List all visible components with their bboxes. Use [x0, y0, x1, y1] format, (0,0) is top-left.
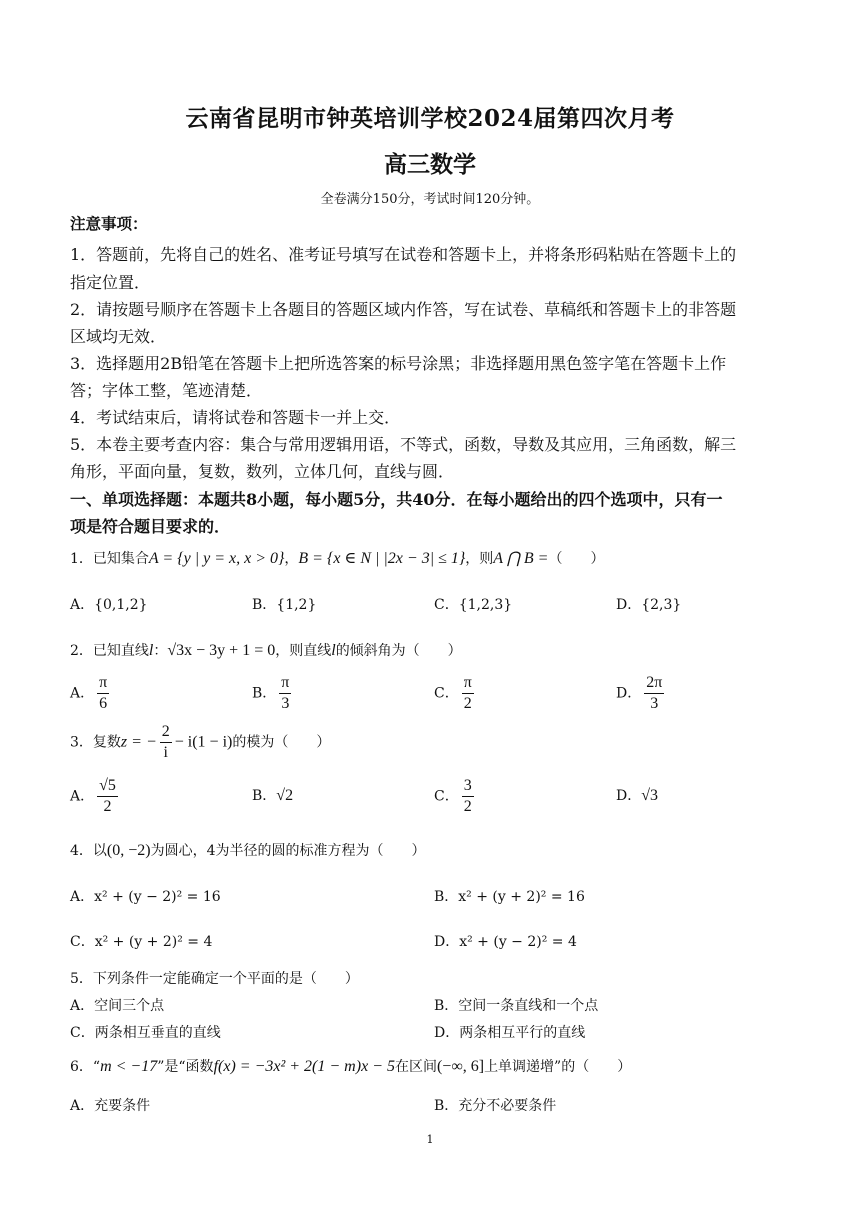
q3-text-post: 的模为（ ） [232, 734, 331, 751]
q3-b-letter: B． [252, 788, 277, 804]
q6-option-a: A．充要条件 [70, 1098, 151, 1114]
notice-heading: 注意事项： [70, 214, 148, 233]
question-2 [70, 640, 462, 660]
q1-text-post: ，则 [465, 551, 494, 567]
q1-option-b: B．{1,2} [252, 597, 317, 613]
q2-c-letter: C． [434, 685, 459, 702]
q3-a-den: 2 [103, 798, 112, 815]
q2-a-letter: A． [70, 685, 95, 702]
q6-text-mid: ”是“函数 [157, 1059, 214, 1075]
q3-z-post: − i(1 − i) [174, 733, 233, 751]
q5-option-a: A．空间三个点 [70, 998, 165, 1014]
notice-line: 答；字体工整，笔迹清楚． [70, 381, 263, 400]
q2-c-num: π [462, 673, 474, 694]
q3-frac [160, 722, 172, 763]
section-heading-cont: 项是符合题目要求的． [70, 517, 231, 536]
q2-text: 2．已知直线 [70, 643, 149, 659]
question-3 [70, 722, 330, 763]
notice-line: 5．本卷主要考查内容：集合与常用逻辑用语，不等式，函数，导数及其应用，三角函数，解三 [70, 435, 737, 454]
q6-text-mid2: 在区间 [394, 1059, 437, 1075]
q1-text: 1．已知集合 [70, 551, 149, 567]
q2-d-frac [644, 673, 664, 714]
q2-b-num: π [279, 673, 291, 694]
q4-center: (0, −2) [106, 842, 151, 859]
notice-line: 4．考试结束后，请将试卷和答题卡一并上交． [70, 408, 401, 427]
q3-text: 3．复数 [70, 734, 121, 751]
q2-line-name: l [148, 642, 154, 659]
q1-blank: （ ） [548, 551, 605, 567]
q2-colon: ： [153, 643, 168, 659]
q4-option-d: D．x² + (y − 2)² = 4 [434, 934, 577, 950]
q3-option-d [616, 785, 658, 805]
q3-z-pre: z = − [120, 733, 157, 751]
notice-line: 1．答题前，先将自己的姓名、准考证号填写在试卷和答题卡上，并将条形码粘贴在答题卡上的 [70, 245, 737, 264]
q3-frac-num: 2 [160, 722, 172, 743]
q1-set-b: B = {x ∈ N | |2x − 3| ≤ 1} [298, 550, 466, 567]
q2-d-num: 2π [644, 673, 664, 694]
q3-c-frac [462, 776, 474, 817]
question-6 [70, 1056, 631, 1076]
q5-option-c: C．两条相互垂直的直线 [70, 1025, 221, 1041]
question-4 [70, 840, 426, 860]
q4-option-b: B．x² + (y + 2)² = 16 [434, 889, 585, 905]
q4-text-post: 为圆心，4为半径的圆的标准方程为（ ） [150, 843, 426, 859]
q2-c-den: 2 [463, 695, 472, 712]
q1-option-a: A．{0,1,2} [70, 597, 148, 613]
q2-option-d [616, 673, 667, 714]
q2-b-den: 3 [281, 695, 290, 712]
q3-frac-den: i [163, 744, 168, 761]
q1-expr: A ⋂ B = [493, 550, 549, 567]
q2-b-frac [279, 673, 291, 714]
question-1 [70, 548, 604, 568]
q2-text-post3: 的倾斜角为（ ） [335, 643, 462, 659]
q1-sep: ， [284, 551, 299, 567]
q3-option-c [434, 776, 477, 817]
q6-func: f(x) = −3x² + 2(1 − m)x − 5 [213, 1058, 395, 1075]
q6-text: 6．“ [70, 1059, 101, 1075]
q2-option-b [252, 673, 294, 714]
q1-option-d: D．{2,3} [616, 597, 682, 613]
q4-option-a: A．x² + (y − 2)² = 16 [70, 889, 221, 905]
q2-option-c [434, 673, 477, 714]
q2-d-den: 3 [650, 695, 659, 712]
exam-subject: 高三数学 [384, 151, 476, 178]
notice-line: 区域均无效． [70, 327, 167, 346]
q2-text-post: ，则直线 [275, 643, 332, 659]
q4-text: 4．以 [70, 843, 107, 859]
q2-a-num: π [97, 673, 109, 694]
q2-a-den: 6 [99, 695, 108, 712]
q1-set-a: A = {y | y = x, x > 0} [148, 550, 285, 567]
q3-b-val: √2 [276, 787, 294, 804]
q3-c-den: 2 [463, 798, 472, 815]
q3-option-b [252, 785, 293, 805]
q2-option-a [70, 673, 112, 714]
q3-a-frac [97, 776, 118, 817]
section-heading: 一、单项选择题：本题共8小题，每小题5分，共40分．在每小题给出的四个选项中，只有一 [70, 490, 723, 509]
q2-line-ref: l [331, 642, 336, 659]
q3-option-a [70, 776, 121, 817]
q3-c-num: 3 [462, 776, 474, 797]
q2-a-frac [97, 673, 109, 714]
notice-line: 3．选择题用2B铅笔在答题卡上把所选答案的标号涂黑；非选择题用黑色签字笔在答题卡上作 [70, 354, 727, 373]
q5-option-b: B．空间一条直线和一个点 [434, 998, 599, 1014]
q1-option-c: C．{1,2,3} [434, 597, 513, 613]
exam-subtitle: 全卷满分150分，考试时间120分钟。 [320, 192, 540, 207]
q5-option-d: D．两条相互平行的直线 [434, 1025, 586, 1041]
q2-d-letter: D． [616, 685, 642, 702]
q4-option-c: C．x² + (y + 2)² = 4 [70, 934, 213, 950]
notice-line: 2．请按题号顺序在答题卡上各题目的答题区域内作答，写在试卷、草稿纸和答题卡上的非答题 [70, 300, 737, 319]
q6-option-b: B．充分不必要条件 [434, 1098, 557, 1114]
q2-equation: √3x − 3y + 1 = 0 [167, 642, 276, 659]
q6-text-post: 上单调递增”的（ ） [484, 1059, 632, 1075]
q2-b-letter: B． [252, 685, 277, 702]
exam-title: 云南省昆明市钟英培训学校2024届第四次月考 [185, 105, 675, 132]
page-number: 1 [426, 1133, 434, 1146]
q3-d-letter: D． [616, 788, 642, 804]
notice-line: 指定位置． [70, 273, 151, 292]
q3-a-letter: A． [70, 788, 95, 805]
question-5: 5．下列条件一定能确定一个平面的是（ ） [70, 971, 359, 987]
notice-line: 角形，平面向量，复数，数列，立体几何，直线与圆． [70, 462, 455, 481]
q3-d-val: √3 [641, 787, 659, 804]
q6-cond: m < −17 [100, 1058, 158, 1075]
q3-a-num: √5 [97, 776, 118, 797]
q2-c-frac [462, 673, 474, 714]
q3-c-letter: C． [434, 788, 459, 805]
q6-interval: (−∞, 6] [436, 1058, 485, 1075]
